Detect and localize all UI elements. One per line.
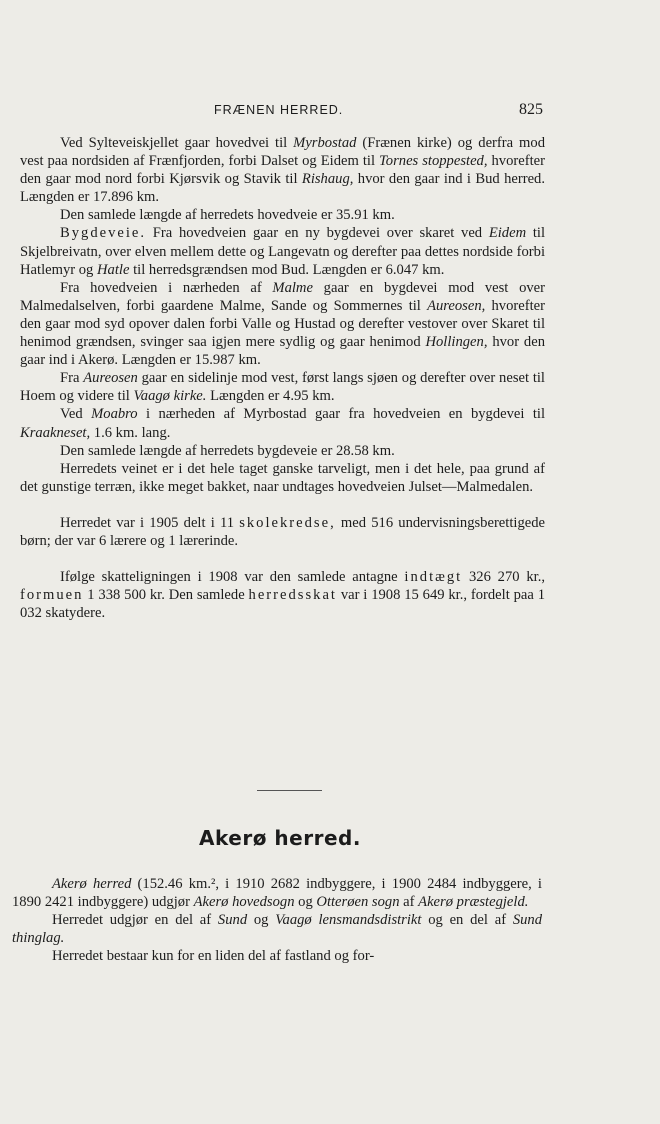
body-text bbox=[20, 134, 545, 622]
paragraph-schools: Herredet var i 1905 delt i 11 skolekredse, med 516 undervisningsberettigede børn; der var 6 lærere og 1 lærerinde. bbox=[20, 514, 546, 549]
page-number: 825 bbox=[519, 101, 543, 118]
paragraph-akero-intro: Akerø herred (152.46 km.², i 1910 2682 indbyggere, i 1900 2484 indbyggere, i 1890 2421 indbyggere) udgjør Akerø hovedsogn og Otterøen sogn af Akerø præstegjeld. bbox=[12, 876, 542, 911]
running-title: FRÆNEN HERRED. bbox=[214, 103, 344, 117]
paragraph-aureosen-branch: Fra Aureosen gaar en sidelinje mod vest, først langs sjøen og derefter over neset til Hoem og videre til Vaagø kirke. Længden er 4.95 km. bbox=[20, 370, 545, 405]
paragraph-akero-land: Herredet bestaar kun for en liden del af fastland og for- bbox=[52, 948, 375, 965]
page-header bbox=[0, 103, 660, 123]
paragraph-road-network: Herredets veinet er i det hele taget ganske tarveligt, men i det hele, paa grund af det gunstige terræn, ikke meget bakket, naar undtages hovedveien Julset—Malmedalen. bbox=[20, 460, 545, 495]
paragraph-akero-districts: Herredet udgjør en del af Sund og Vaagø lensmandsdistrikt og en del af Sund thinglag. bbox=[12, 912, 542, 947]
paragraph-moabro-road: Ved Moabro i nærheden af Myrbostad gaar fra hovedveien en bygdevei til Kraakneset, 1.6 km. lang. bbox=[20, 406, 546, 441]
paragraph-village-roads: Bygdeveie. Fra hovedveien gaar en ny bygdevei over skaret ved Eidem til Skjelbreivatn, over elven mellem dette og Langevatn og derefter paa dettes nordside forbi Hatlemyr og Hatle til herredsgrændsen mod Bud. Længden er 6.047 km. bbox=[20, 225, 546, 278]
paragraph-taxation: Ifølge skatteligningen i 1908 var den samlede antagne indtægt 326 270 kr., formuen 1 338 500 kr. Den samlede herredsskat var i 1908 15 649 kr., fordelt paa 1 032 skatydere. bbox=[20, 569, 545, 622]
section-text bbox=[12, 875, 542, 965]
paragraph-malme-road: Fra hovedveien i nærheden af Malme gaar en bygdevei mod vest over Malmedalselven, forbi gaardene Malme, Sande og Sommernes til Aureosen, hvorefter den gaar mod syd opover dalen forbi Valle og Hustad og derefter vestover over Skaret til henimod grændsen, svinger saa igjen mere sydlig og gaar henimod Hollingen, hvor den gaar ind i Akerø. Længden er 15.987 km. bbox=[20, 279, 546, 369]
section-title: Akerø herred. bbox=[199, 826, 361, 850]
section-divider bbox=[257, 790, 322, 791]
paragraph-village-roads-total: Den samlede længde af herredets bygdeveie er 28.58 km. bbox=[60, 442, 395, 459]
paragraph-main-road: Ved Sylteveiskjellet gaar hovedvei til Myrbostad (Frænen kirke) og derfra mod vest paa nordsiden af Frænfjorden, forbi Dalset og Eidem til Tornes stoppested, hvorefter den gaar mod nord forbi Kjørsvik og Stavik til Rishaug, hvor den gaar ind i Bud herred. Længden er 17.896 km. bbox=[20, 135, 546, 206]
paragraph-main-road-total: Den samlede længde af herredets hovedveie er 35.91 km. bbox=[60, 207, 395, 224]
